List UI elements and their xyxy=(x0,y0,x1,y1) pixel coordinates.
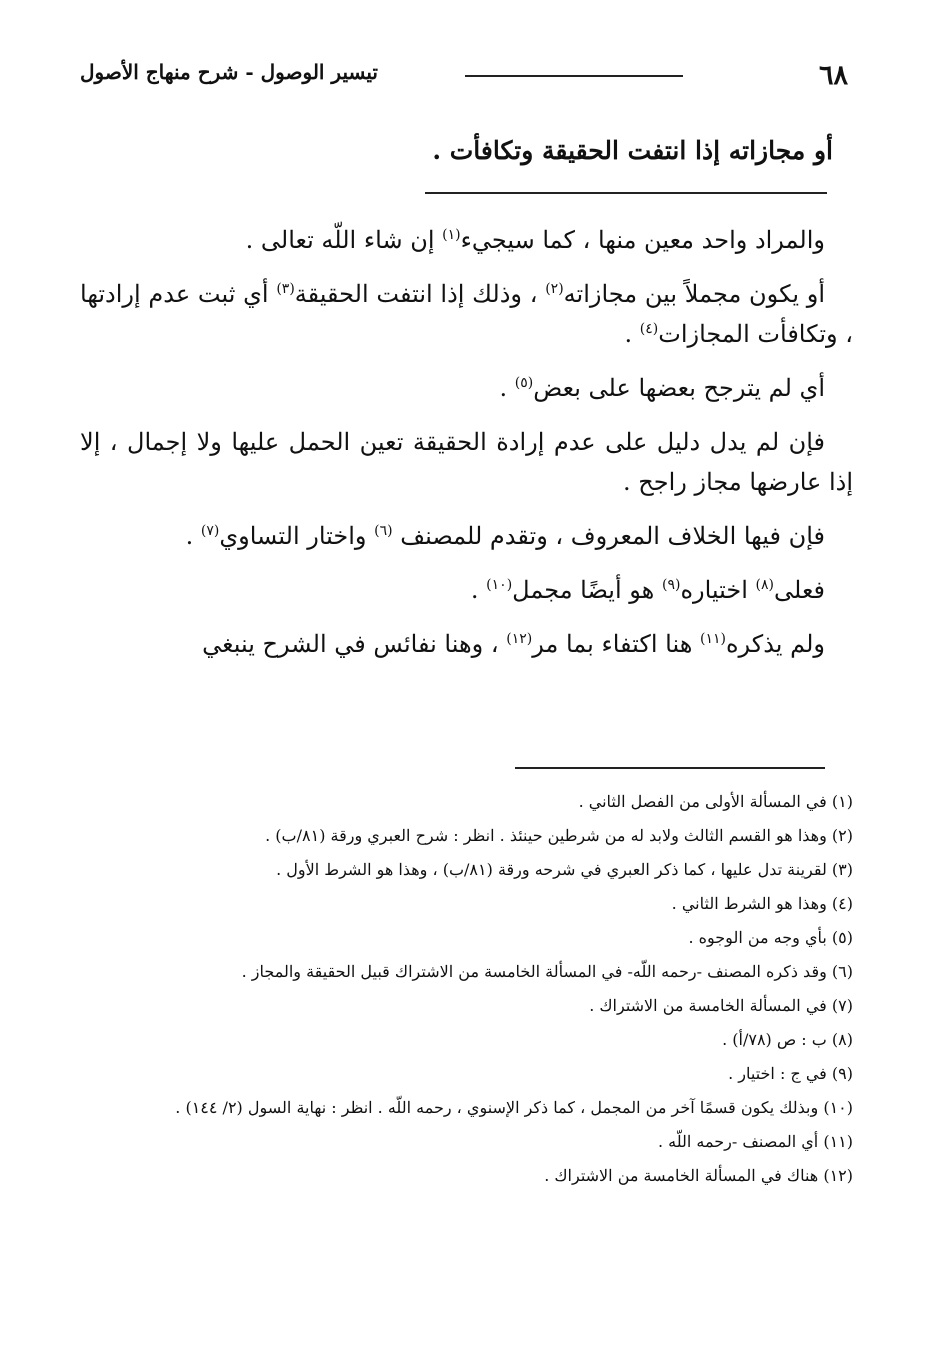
footnote-ref[interactable]: (٦) xyxy=(374,523,393,539)
footnote-item: (١١) أي المصنف -رحمه اللّه . xyxy=(657,1132,853,1151)
footnote-ref[interactable]: (٨) xyxy=(755,577,774,593)
paragraph: فعلى$^{(٨)}$ اختياره$^{(٩)}$ هو أيضًا مجمل$^{(١٠)}$ . xyxy=(470,576,825,604)
footnote-ref[interactable]: (٧) xyxy=(200,523,220,539)
footnote-ref[interactable]: (١٠) xyxy=(486,577,513,593)
footnote-item: (١) في المسألة الأولى من الفصل الثاني . xyxy=(578,792,853,811)
page-number: ٦٨ xyxy=(818,60,848,91)
footnote-ref[interactable]: (٢) xyxy=(545,281,564,297)
paragraph: أي لم يترجح بعضها على بعض$^{(٥)}$ . xyxy=(499,374,825,402)
footnote-item: (١٢) هناك في المسألة الخامسة من الاشتراك . xyxy=(544,1166,853,1185)
matn-text: أو مجازاته إذا انتفت الحقيقة وتكافأت . xyxy=(432,136,833,165)
footnote-item: (٤) وهذا هو الشرط الثاني . xyxy=(671,894,853,913)
running-title: تيسير الوصول - شرح منهاج الأصول xyxy=(80,60,378,84)
footnote-ref[interactable]: (١) xyxy=(442,227,461,243)
commentary-body xyxy=(80,220,853,678)
paragraph: أو يكون مجملاً بين مجازاته$^{(٢)}$ ، وذلك إذا انتفت الحقيقة$^{(٣)}$ أي ثبت عدم إرادتها ، وتكافأت المجازات$^{(٤)}$ . xyxy=(80,280,853,348)
matn-divider xyxy=(425,192,827,194)
footnote-divider xyxy=(515,767,825,769)
footnote-ref[interactable]: (٤) xyxy=(639,321,659,337)
footnote-ref[interactable]: (٥) xyxy=(514,375,534,391)
footnote-item: (١٠) وبذلك يكون قسمًا آخر من المجمل ، كما ذكر الإسنوي ، رحمه اللّه . انظر : نهاية السول (٢/ ١٤٤) . xyxy=(175,1098,853,1117)
footnote-item: (٦) وقد ذكره المصنف -رحمه اللّه- في المسألة الخامسة من الاشتراك قبيل الحقيقة والمجاز . xyxy=(241,962,853,981)
footnote-item: (٧) في المسألة الخامسة من الاشتراك . xyxy=(589,996,853,1015)
footnote-item: (٣) لقرينة تدل عليها ، كما ذكر العبري في شرحه ورقة (٨١/ب) ، وهذا هو الشرط الأول . xyxy=(276,860,853,879)
footnote-ref[interactable]: (١٢) xyxy=(506,631,533,647)
footnote-item: (٩) في ج : اختيار . xyxy=(728,1064,853,1083)
footnote-ref[interactable]: (١١) xyxy=(699,631,726,647)
paragraph: فإن فيها الخلاف المعروف ، وتقدم للمصنف $^{(٦)}$ واختار التساوي$^{(٧)}$ . xyxy=(185,522,825,550)
footnote-item: (٢) وهذا هو القسم الثالث ولابد له من شرطين حينئذ . انظر : شرح العبري ورقة (٨١/ب) . xyxy=(265,826,853,845)
paragraph: ولم يذكره$^{(١١)}$ هنا اكتفاء بما مر$^{(١٢)}$ ، وهنا نفائس في الشرح ينبغي xyxy=(202,630,825,658)
footnote-item: (٨) ب : ص (٧٨/أ) . xyxy=(722,1030,853,1049)
header-rule xyxy=(465,75,683,77)
footnote-ref[interactable]: (٩) xyxy=(661,577,681,593)
page-header xyxy=(80,60,848,100)
footnote-item: (٥) بأي وجه من الوجوه . xyxy=(688,928,853,947)
footnote-ref[interactable]: (٣) xyxy=(276,281,295,297)
footnotes xyxy=(80,788,853,1196)
paragraph: والمراد واحد معين منها ، كما سيجيء$^{(١)}$ إن شاء اللّه تعالى . xyxy=(245,226,825,254)
paragraph: فإن لم يدل دليل على عدم إرادة الحقيقة تعين الحمل عليها ولا إجمال ، إلا إذا عارضها مجاز راجح . xyxy=(80,428,853,496)
